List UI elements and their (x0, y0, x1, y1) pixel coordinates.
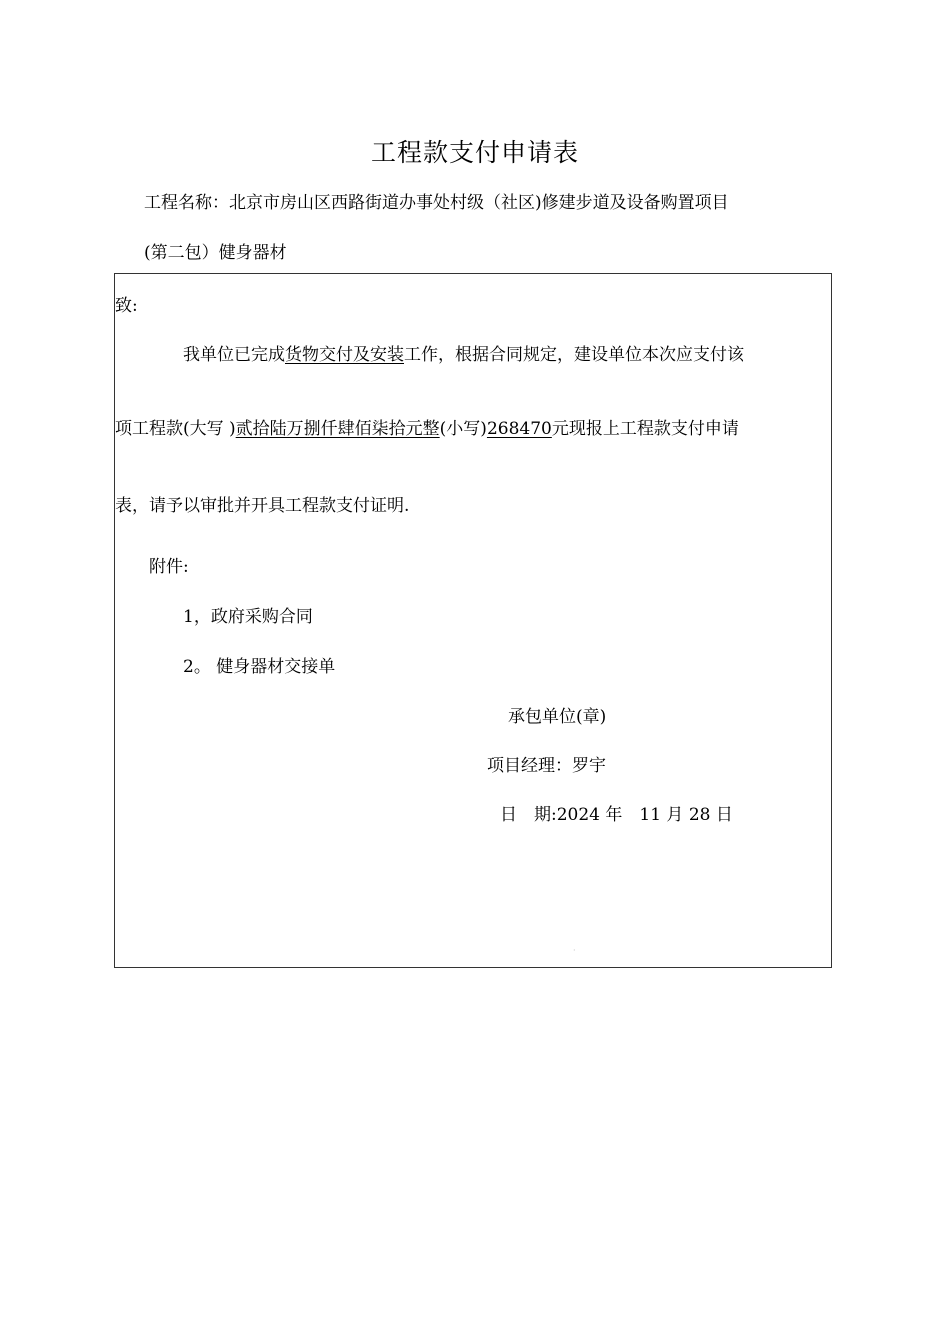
project-name-line-1: 工程名称：北京市房山区西路街道办事处村级（社区)修建步道及设备购置项目 (144, 193, 729, 213)
amount-in-words: 贰拾陆万捌仟肆佰柒拾元整 (235, 419, 440, 439)
project-name-line-2: (第二包）健身器材 (144, 243, 287, 263)
attachments-label: 附件: (149, 557, 189, 577)
recipient-label: 致: (115, 296, 138, 316)
completed-work-text: 货物交付及安装 (285, 345, 404, 365)
attachment-item-2: 2。 健身器材交接单 (183, 657, 336, 677)
application-form-box (114, 273, 832, 968)
attachment-item-1: 1，政府采购合同 (183, 607, 313, 627)
paragraph-1-prefix: 我单位已完成 (183, 345, 285, 365)
paragraph-line-3: 表，请予以审批并开具工程款支付证明. (115, 496, 410, 516)
faint-mark: · (573, 946, 576, 955)
project-manager-line: 项目经理：罗宇 (487, 756, 606, 776)
paragraph-2-prefix: 项工程款(大写 ) (115, 419, 236, 439)
paragraph-2-suffix: 元现报上工程款支付申请 (551, 419, 739, 439)
paragraph-1-suffix: 工作，根据合同规定，建设单位本次应支付该 (404, 345, 744, 365)
paragraph-line-2 (115, 414, 739, 439)
contractor-seal-label: 承包单位(章) (508, 707, 607, 727)
paragraph-2-mid: (小写) (439, 419, 487, 439)
paragraph-line-1 (183, 340, 744, 365)
page-title: 工程款支付申请表 (370, 138, 579, 167)
date-line: 日 期:2024 年 11 月 28 日 (500, 805, 733, 825)
amount-in-figures: 268470 (486, 419, 552, 439)
